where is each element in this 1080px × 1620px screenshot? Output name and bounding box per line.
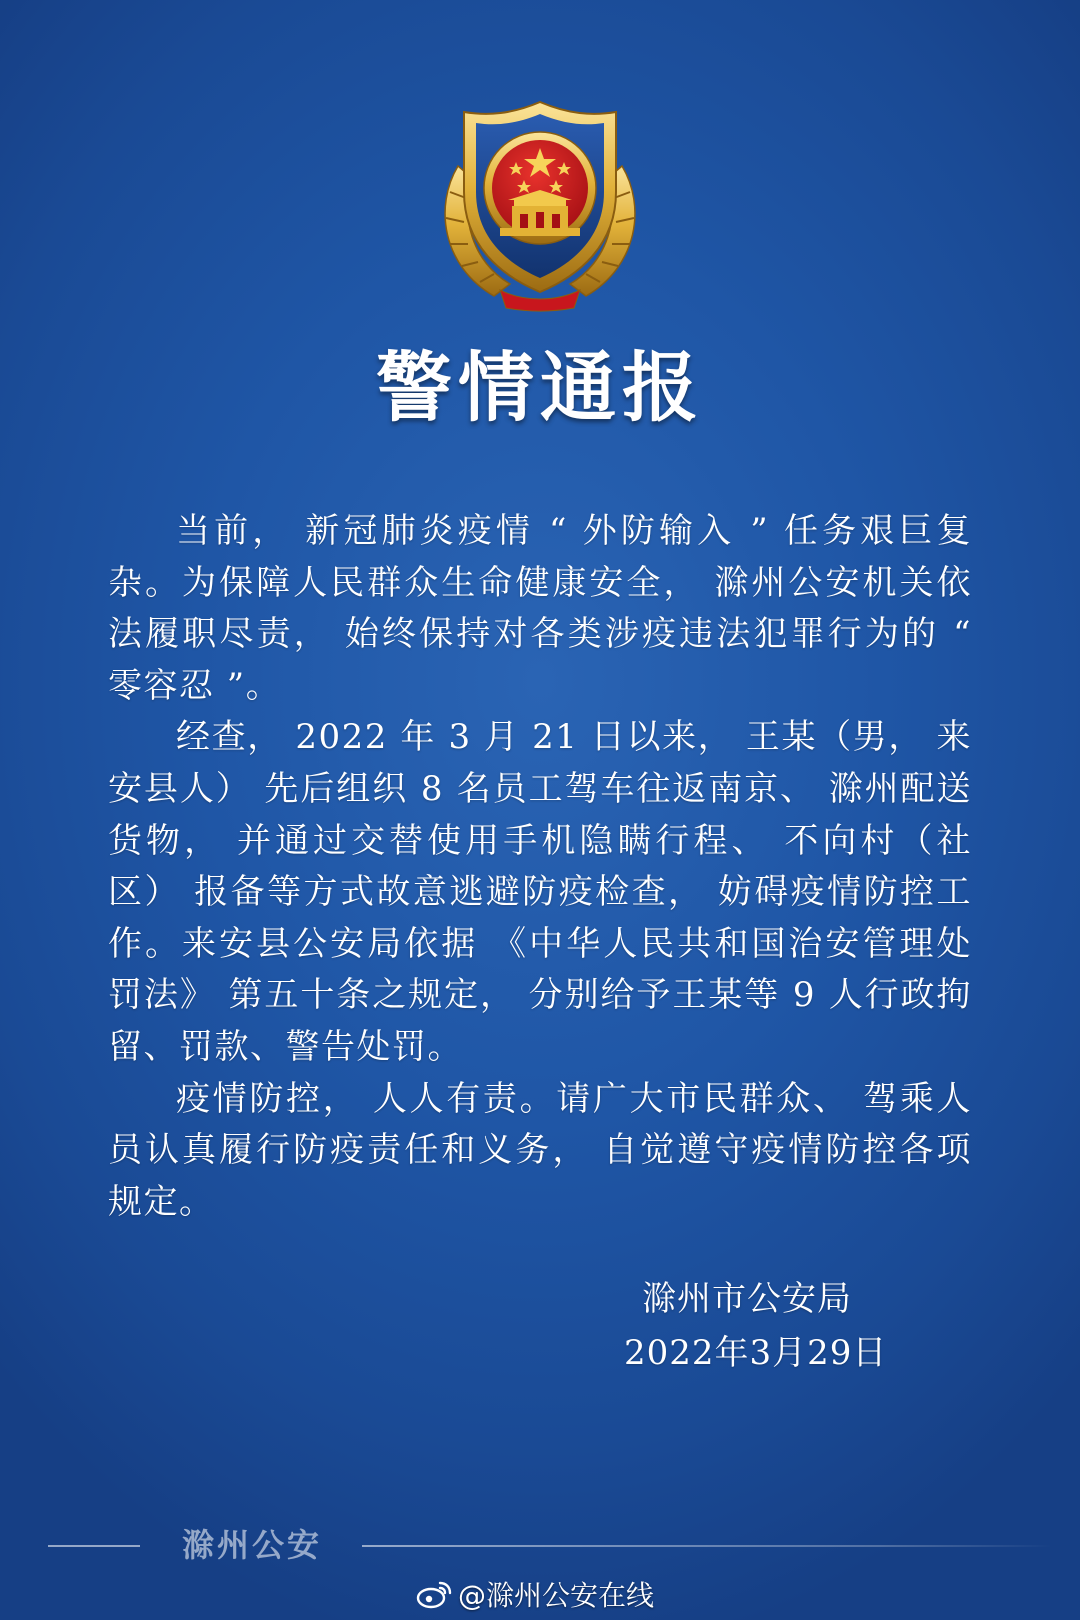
police-emblem-icon xyxy=(428,96,652,312)
footer-brand: 滁州公安 xyxy=(182,1526,323,1564)
footer-divider-left xyxy=(48,1545,140,1547)
notice-title: 警情通报 xyxy=(376,343,704,432)
signature-organization: 滁州市公安局 xyxy=(642,1279,852,1319)
body-paragraph: 当前， 新冠肺炎疫情 “ 外防输入 ” 任务艰巨复杂。为保障人民群众生命健康安全， 滁州公安机关依法履职尽责， 始终保持对各类涉疫违法犯罪行为的 “ 零容忍 ”。 xyxy=(108,511,972,706)
weibo-icon xyxy=(416,1579,452,1609)
watermark-text: @滁州公安在线 xyxy=(458,1579,655,1612)
footer-divider-right xyxy=(362,1545,1052,1547)
body-paragraph: 经查， 2022 年 3 月 21 日以来， 王某（男， 来安县人） 先后组织 8 名员工驾车往返南京、 滁州配送货物， 并通过交替使用手机隐瞒行程、 不向村（社区） 报备等方式故意逃避防疫检查， 妨碍疫情防控工作。来安县公安局依据 《中华人民共和国治安管理处罚法》 第五十条之规定， 分别给予王某等 9 人行政拘留、罚款、警告处罚。 xyxy=(108,717,972,1067)
signature-date: 2022年3月29日 xyxy=(624,1333,888,1373)
signature-block xyxy=(560,1272,960,1380)
notice-body xyxy=(108,506,972,1228)
body-paragraph: 疫情防控， 人人有责。请广大市民群众、 驾乘人员认真履行防疫责任和义务， 自觉遵守疫情防控各项规定。 xyxy=(108,1078,972,1222)
weibo-watermark xyxy=(416,1570,654,1618)
